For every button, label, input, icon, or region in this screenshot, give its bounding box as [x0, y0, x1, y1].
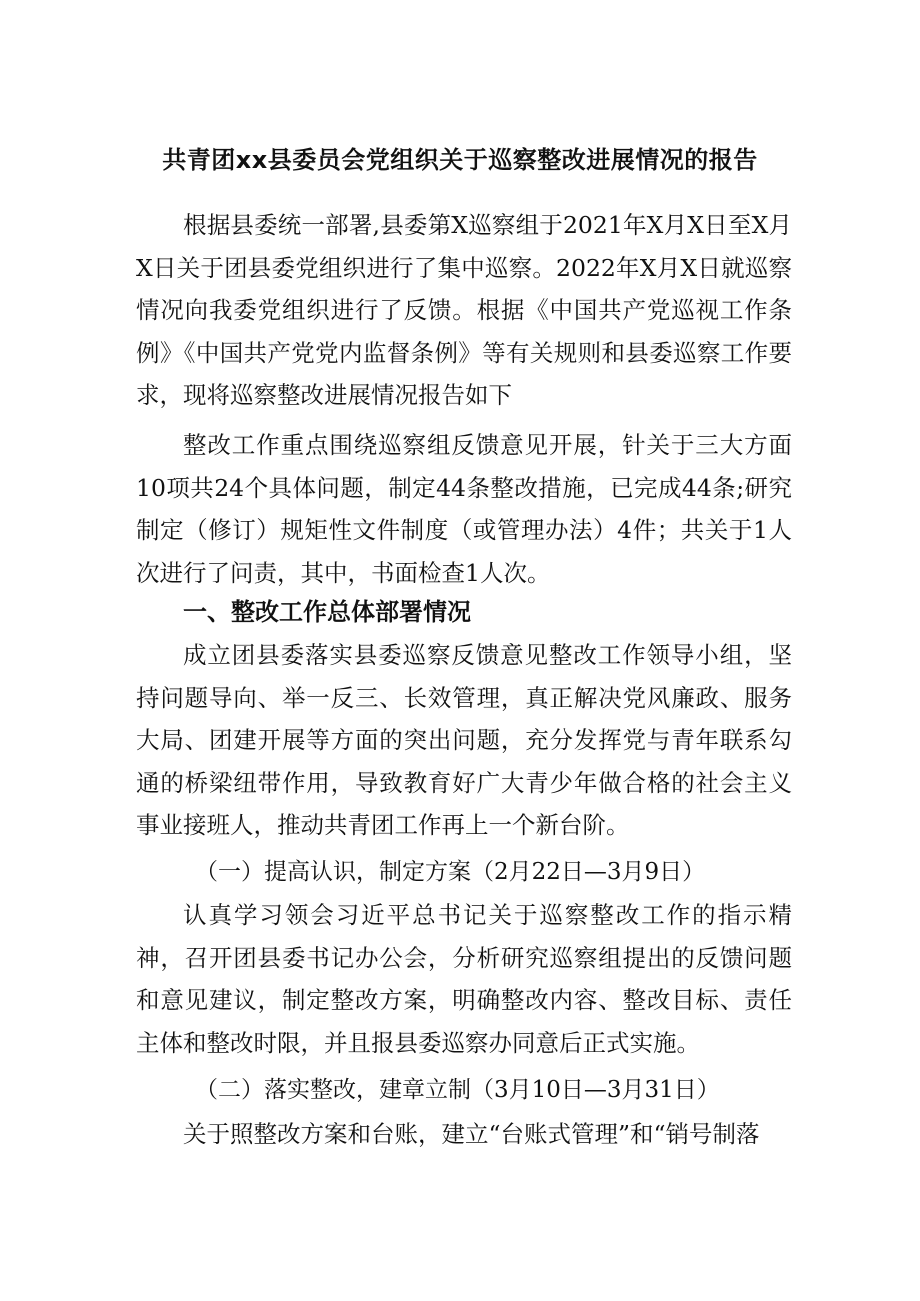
- document-title: 共青团xx县委员会党组织关于巡察整改进展情况的报告: [162, 146, 758, 174]
- section-heading-overall-deployment: 一、整改工作总体部署情况: [183, 598, 471, 626]
- paragraph-leading-group: 成立团县委落实县委巡察反馈意见整改工作领导小组，坚持问题导向、举一反三、长效管理，真正解决党风廉政、服务大局、团建开展等方面的突出问题，充分发挥党与青年联系勾通的桥梁纽带作用，导致教育好广大青少年做合格的社会主义事业接班人，推动共青团工作再上一个新台阶。: [136, 641, 792, 839]
- subheading-implement-rectification: （二）落实整改，建章立制（3月10日—3月31日）: [195, 1077, 720, 1103]
- paragraph-intro: 根据县委统一部署,县委第X巡察组于2021年X月X日至X月X日关于团县委党组织进行了集中巡察。2022年X月X日就巡察情况向我委党组织进行了反馈。根据《中国共产党巡视工作条例》《中国共产党党内监督条例》等有关规则和县委巡察工作要求，现将巡察整改进展情况报告如下: [136, 211, 792, 409]
- paragraph-summary: 整改工作重点围绕巡察组反馈意见开展，针关于三大方面10项共24个具体问题，制定44条整改措施，已完成44条;研究制定（修订）规矩性文件制度（或管理办法）4件；共关于1人次进行了问责，其中，书面检查1人次。: [136, 431, 792, 587]
- paragraph-study-plan: 认真学习领会习近平总书记关于巡察整改工作的指示精神，召开团县委书记办公会，分析研究巡察组提出的反馈问题和意见建议，制定整改方案，明确整改内容、整改目标、责任主体和整改时限，并且报县委巡察办同意后正式实施。: [136, 901, 792, 1057]
- paragraph-ledger-management: 关于照整改方案和台账，建立“台账式管理”和“销号制落: [183, 1120, 760, 1148]
- subheading-raise-awareness: （一）提高认识，制定方案（2月22日—3月9日）: [195, 859, 706, 885]
